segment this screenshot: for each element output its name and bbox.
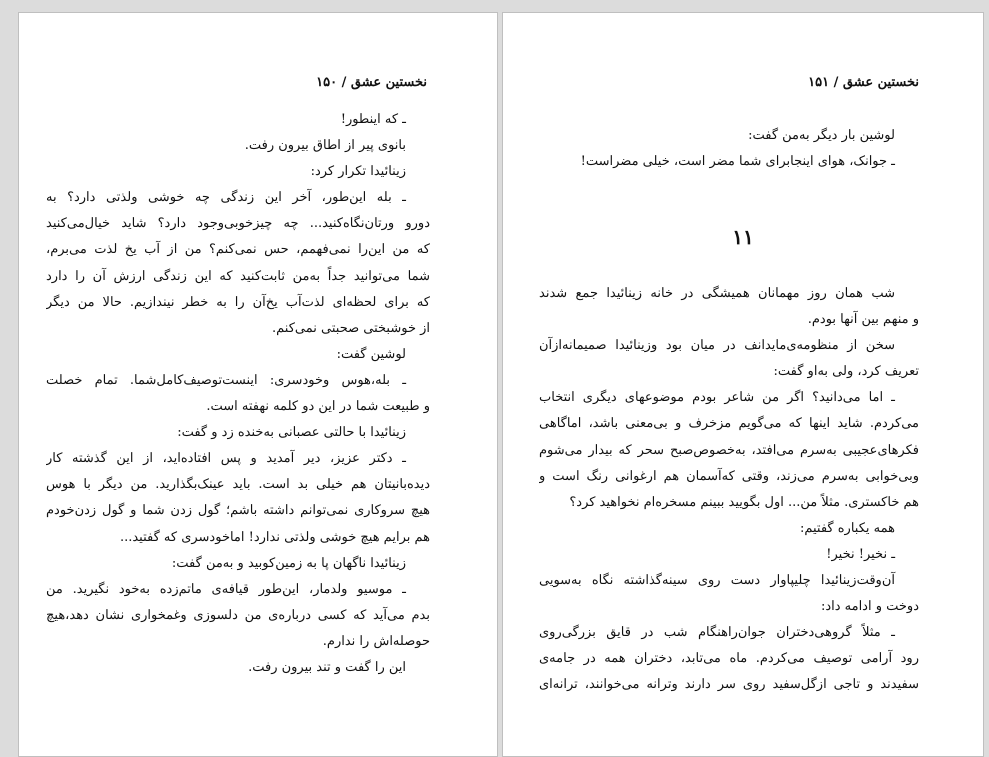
text-line: زینائیدا تکرار کرد:: [310, 164, 406, 180]
text-line: از خوشبختی صحبتی نمی‌کنم.: [272, 320, 430, 336]
text-line: لوشین بار دیگر به‌من گفت:: [748, 128, 895, 143]
text-line: هم خاکستری. مثلاً من... اول بگویید ببینم مسخره‌ام نخواهید کرد؟: [569, 494, 919, 510]
left-page-header: نخستین عشق / ۱۵۰: [316, 75, 427, 90]
text-line: ـ جوانک، هوای اینجابرای شما مضر است، خیلی مضراست!: [580, 154, 895, 170]
text-line: سفیدند و تاجی ازگل‌سفید روی سر دارند وترانه می‌خوانند، ترانه‌ای: [539, 677, 919, 693]
text-line: ـ بله این‌طور، آخر این زندگی چه خوشی ولذتی دارد؟ به: [46, 190, 406, 206]
text-line: ـ بله،هوس وخودسری: اینست‌توصیف‌کامل‌شما. تمام خصلت: [46, 372, 406, 388]
text-line: فکرهای‌عجیبی به‌سرم می‌افتد، به‌خصوص‌صبح سحر که بیدار می‌شوم: [539, 442, 919, 458]
left-page-body: [46, 107, 430, 681]
text-line: ـ نخیر! نخیر!: [826, 546, 895, 562]
text-line: ـ که اینطور!: [340, 112, 406, 127]
text-line: سخن از منظومه‌ی‌مایدانف در میان بود وزینائیدا صمیمانه‌ازآن: [539, 338, 895, 354]
text-line: دورو ورتان‌نگاه‌کنید... چه چیزخوبی‌وجود دارد؟ شاید خیال‌می‌کنید: [46, 216, 430, 232]
text-line: دوخت و ادامه داد:: [820, 599, 919, 615]
text-line: هم برایم هیچ خوشی ولذتی ندارد! اماخودسری که گفتید...: [119, 529, 430, 545]
right-page-intro: [539, 123, 919, 175]
text-line: و طبیعت شما در این دو کلمه نهفته است.: [206, 399, 430, 415]
text-line: ـ اما می‌دانید؟ اگر من شاعر بودم موضوعهای دیگری انتخاب: [539, 390, 895, 406]
text-line: لوشین گفت:: [336, 346, 406, 362]
text-line: و منهم بین آنها بودم.: [807, 312, 919, 328]
text-line: تعریف کرد، ولی به‌او گفت:: [773, 364, 919, 380]
right-page-header: نخستین عشق / ۱۵۱: [808, 75, 919, 90]
chapter-number: ۱۱: [732, 225, 754, 249]
text-line: شب همان روز مهمانان همیشگی در خانه زینائیدا جمع شدند: [539, 286, 895, 301]
text-line: شما می‌توانید جداً به‌من ثابت‌کنید که این زندگی ارزش آن را دارد: [46, 268, 430, 284]
text-line: هیچ سروکاری نمی‌توانم داشته باشم؛ گول زدن شما و گول زدن‌خودم: [46, 503, 430, 519]
text-line: این را گفت و تند بیرون رفت.: [248, 659, 406, 675]
text-line: حوصله‌اش را ندارم.: [322, 633, 430, 649]
text-line: که برای لحظه‌ای لذت‌آب یخ‌آن را به خطر نیندازیم. حالا من دیگر: [46, 294, 430, 310]
left-page: [18, 12, 498, 757]
text-line: ـ موسیو ولدمار، این‌طور قیافه‌ی ماتم‌زده به‌خود نگیرید. من: [46, 581, 406, 597]
text-line: که من این‌را نمی‌فهمم، حس نمی‌کنم؟ من از آب یخ لذت می‌برم،: [46, 242, 430, 258]
text-line: بدم می‌آید که کسی درباره‌ی من دلسوزی وغمخواری نشان دهد،هیچ: [46, 607, 430, 623]
text-line: می‌کردم. شاید اینها که می‌گویم مزخرف و بی‌معنی باشد، اما‌گاهی: [539, 416, 919, 432]
right-page: [502, 12, 984, 757]
text-line: آن‌وقت‌زینائیدا چلیپاوار دست روی سینه‌گذاشته نگاه به‌سویی: [539, 573, 895, 589]
text-line: رود آرامی توصیف می‌کردم. ماه می‌تابد، دختران همه در جامه‌ی: [539, 651, 919, 667]
text-line: دیده‌بانیتان هم خیلی بد است. باید عینک‌بگذارید. من دیگر با هوس: [46, 477, 430, 493]
text-line: وبی‌خوابی به‌سرم می‌زند، وقتی که‌آسمان هم ارغوانی رنگ است و: [539, 468, 919, 484]
text-line: زینائیدا ناگهان پا به زمین‌کوبید و به‌من گفت:: [171, 555, 406, 571]
text-line: ـ دکتر عزیز، دیر آمدید و پس افتاده‌اید، از این گذشته کار: [46, 451, 406, 467]
text-line: ـ مثلاً گروهی‌دختران جوان‌راهنگام شب در قایق بزرگی‌روی: [539, 625, 895, 641]
right-page-body: [539, 281, 919, 699]
text-line: بانوی پیر از اطاق بیرون رفت.: [244, 138, 406, 154]
text-line: زینائیدا با حالتی عصبانی به‌خنده زد و گفت:: [177, 425, 406, 441]
text-line: همه یکباره گفتیم:: [799, 520, 895, 536]
